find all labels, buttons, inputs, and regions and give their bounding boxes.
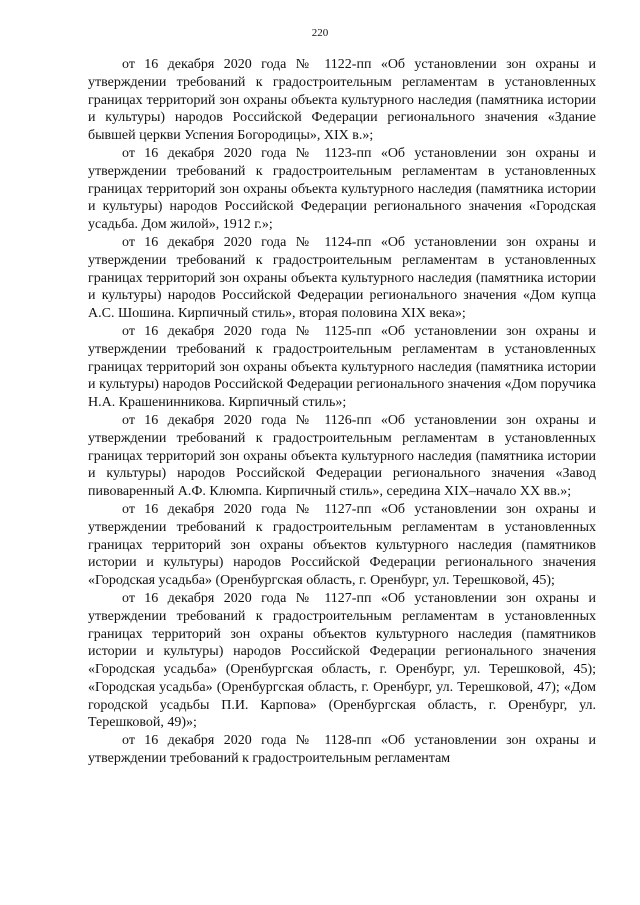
decree-paragraph: от 16 декабря 2020 года № 1127-пп «Об установлении зон охраны и утверждении требований к градостроительным регламентам в установленных границах территорий зон охраны объектов культурного наследия (памятников истории и культуры) народов Российской Федерации регионального значения «Городская усадьба» (Оренбургская область, г. Оренбург, ул. Терешковой, 45); «Городская усадьба» (Оренбургская область, г. Оренбург, ул. Терешковой, 47); «Дом городской усадьбы П.И. Карпова» (Оренбургская область, г. Оренбург, ул. Терешковой, 49)»; [88,590,596,731]
document-body [88,56,596,768]
decree-paragraph: от 16 декабря 2020 года № 1125-пп «Об установлении зон охраны и утверждении требований к градостроительным регламентам в установленных границах территорий зон охраны объекта культурного наследия (памятника истории и культуры) народов Российской Федерации регионального значения «Дом поручика Н.А. Крашенинникова. Кирпичный стиль»; [88,323,596,411]
decree-paragraph: от 16 декабря 2020 года № 1126-пп «Об установлении зон охраны и утверждении требований к градостроительным регламентам в установленных границах территорий зон охраны объекта культурного наследия (памятника истории и культуры) народов Российской Федерации регионального значения «Завод пивоваренный А.Ф. Клюмпа. Кирпичный стиль», середина XIX–начало XX вв.»; [88,412,596,500]
decree-paragraph: от 16 декабря 2020 года № 1122-пп «Об установлении зон охраны и утверждении требований к градостроительным регламентам в установленных границах территорий зон охраны объекта культурного наследия (памятника истории и культуры) народов Российской Федерации регионального значения «Здание бывшей церкви Успения Богородицы», XIX в.»; [88,57,596,144]
decree-paragraph: от 16 декабря 2020 года № 1124-пп «Об установлении зон охраны и утверждении требований к градостроительным регламентам в установленных границах территорий зон охраны объекта культурного наследия (памятника истории и культуры) народов Российской Федерации регионального значения «Дом купца А.С. Шошина. Кирпичный стиль», вторая половина XIX века»; [88,234,596,322]
page-number: 220 [311,27,329,39]
decree-paragraph: от 16 декабря 2020 года № 1128-пп «Об установлении зон охраны и утверждении требований к градостроительным регламентам [88,733,596,767]
decree-paragraph: от 16 декабря 2020 года № 1123-пп «Об установлении зон охраны и утверждении требований к градостроительным регламентам в установленных границах территорий зон охраны объекта культурного наследия (памятника истории и культуры) народов Российской Федерации регионального значения «Городская усадьба. Дом жилой», 1912 г.»; [88,145,596,233]
decree-paragraph: от 16 декабря 2020 года № 1127-пп «Об установлении зон охраны и утверждении требований к градостроительным регламентам в установленных границах территорий зон охраны объектов культурного наследия (памятников истории и культуры) народов Российской Федерации регионального значения «Городская усадьба» (Оренбургская область, г. Оренбург, ул. Терешковой, 45); [88,501,596,589]
